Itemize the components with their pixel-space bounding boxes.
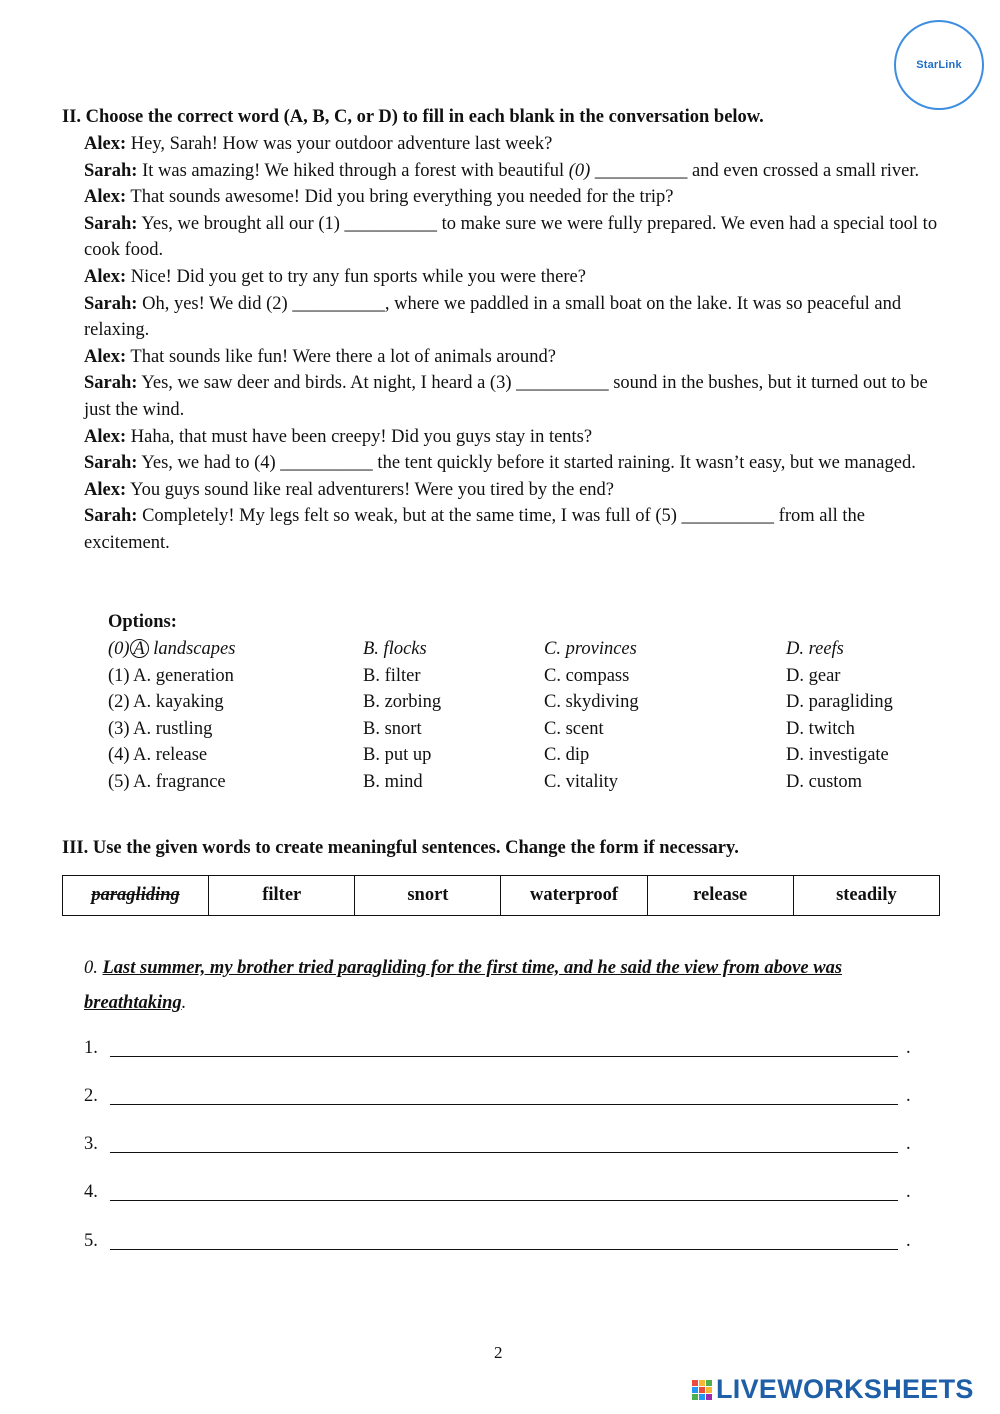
dialogue-line	[84, 158, 940, 185]
dialogue-text: Haha, that must have been creepy! Did you guys stay in tents?	[126, 426, 593, 447]
dialogue-line	[84, 211, 940, 264]
word-bank-item-used: paragliding	[63, 876, 209, 916]
dialogue-text: You guys sound like real adventurers! Were you tired by the end?	[126, 479, 614, 500]
example-answer: Last summer, my brother tried paragliding for the first time, and he said the view from above was breathtaking	[84, 958, 843, 1013]
dialogue-text: It was amazing! We hiked through a forest with beautiful	[137, 160, 569, 181]
speaker: Alex:	[84, 187, 127, 208]
dialogue-text: That sounds like fun! Were there a lot of animals around?	[126, 346, 557, 367]
option-d: D. investigate	[786, 745, 889, 765]
speaker: Sarah:	[84, 506, 138, 527]
option-b: B. snort	[363, 719, 422, 739]
option-c: C. vitality	[544, 772, 618, 792]
dialogue-text: Completely! My legs felt so weak, but at the same time, I was full of (5) __________ from all the excitement.	[84, 506, 865, 553]
speaker: Alex:	[84, 426, 127, 447]
circled-answer: A	[130, 639, 149, 658]
liveworksheets-logo	[692, 1374, 974, 1405]
dialogue-text: Hey, Sarah! How was your outdoor adventure last week?	[126, 134, 553, 154]
page-number: 2	[494, 1343, 503, 1362]
dialogue-line	[84, 503, 940, 556]
option-b: B. mind	[363, 772, 423, 792]
option-b: B. put up	[363, 745, 432, 765]
dialogue-line	[84, 264, 940, 291]
answer-blank[interactable]	[110, 1152, 898, 1153]
option-row	[108, 692, 928, 718]
starlink-logo	[894, 20, 984, 110]
dialogue-text: Yes, we brought all our (1) __________ to make sure we were fully prepared. We even had a special tool to cook food.	[84, 213, 938, 261]
option-row	[108, 745, 928, 771]
dialogue-line	[84, 184, 940, 211]
word-bank-item: waterproof	[501, 876, 647, 916]
dialogue-text: Nice! Did you get to try any fun sports while you were there?	[126, 266, 586, 287]
answer-line-4[interactable]: 4. .	[84, 1182, 911, 1202]
option-c: C. scent	[544, 719, 604, 739]
answer-blank[interactable]	[110, 1056, 898, 1057]
example-sentence: 0. Last summer, my brother tried paragliding for the first time, and he said the view from above was breathtaking.	[84, 958, 843, 1013]
dialogue-line	[84, 424, 940, 451]
conversation	[84, 131, 940, 557]
option-a: (2) A. kayaking	[108, 692, 224, 712]
options-title: Options:	[108, 612, 177, 632]
speaker: Alex:	[84, 346, 127, 367]
liveworksheets-icon	[692, 1380, 712, 1400]
speaker: Alex:	[84, 266, 127, 287]
answer-number: 4.	[84, 1182, 98, 1202]
answer-number: 5.	[84, 1231, 98, 1251]
word-bank	[62, 875, 940, 916]
option-row	[108, 719, 928, 745]
dialogue-line	[84, 450, 940, 477]
liveworksheets-text: LIVEWORKSHEETS	[716, 1374, 974, 1404]
option-a: (4) A. release	[108, 745, 208, 765]
answer-line-2[interactable]: 2. .	[84, 1086, 911, 1106]
example-number: 0.	[84, 958, 98, 978]
speaker: Sarah:	[84, 373, 138, 394]
option-d: D. custom	[786, 772, 863, 792]
option-a: (5) A. fragrance	[108, 772, 226, 792]
option-b: B. zorbing	[363, 692, 442, 712]
dialogue-text: Yes, we had to (4) __________ the tent quickly before it started raining. It wasn’t easy, but we managed.	[137, 453, 916, 474]
speaker: Sarah:	[84, 453, 138, 474]
option-row	[108, 772, 928, 798]
option-c: C. provinces	[544, 639, 637, 659]
option-row	[108, 666, 928, 692]
option-b: B. filter	[363, 666, 421, 686]
option-a: (1) A. generation	[108, 666, 234, 686]
speaker: Sarah:	[84, 160, 138, 181]
option-row-example	[108, 639, 928, 665]
dialogue-line	[84, 344, 940, 371]
blank-label: (0)	[568, 160, 591, 181]
word-bank-item: filter	[209, 876, 355, 916]
section-2-title: II. Choose the correct word (A, B, C, or D) to fill in each blank in the conversation below.	[62, 107, 764, 127]
dialogue-line	[84, 477, 940, 504]
option-c: C. dip	[544, 745, 590, 765]
speaker: Sarah:	[84, 293, 138, 314]
dialogue-line	[84, 131, 940, 158]
dialogue-text: Oh, yes! We did (2) __________, where we paddled in a small boat on the lake. It was so peaceful and relaxing.	[84, 293, 902, 341]
dialogue-text: Yes, we saw deer and birds. At night, I heard a (3) __________ sound in the bushes, but it turned out to be just the wind.	[84, 373, 928, 420]
option-a: (3) A. rustling	[108, 719, 213, 739]
option-b: B. flocks	[363, 639, 427, 659]
word-bank-item: snort	[355, 876, 501, 916]
dialogue-line	[84, 291, 940, 344]
answer-number: 3.	[84, 1134, 98, 1154]
word-bank-item: release	[647, 876, 793, 916]
answer-number: 2.	[84, 1086, 98, 1106]
option-a: (0) A landscapes	[108, 639, 236, 659]
speaker: Sarah:	[84, 213, 138, 234]
dialogue-text-rest: __________ and even crossed a small river.	[590, 160, 920, 181]
logo-text: StarLink	[916, 59, 962, 71]
option-d: D. gear	[786, 666, 841, 686]
option-d: D. twitch	[786, 719, 855, 739]
answer-line-5[interactable]: 5. .	[84, 1231, 911, 1251]
section-3-title: III. Use the given words to create meaningful sentences. Change the form if necessary.	[62, 838, 739, 858]
answer-line-3[interactable]: 3. .	[84, 1134, 911, 1154]
answer-blank[interactable]	[110, 1200, 898, 1201]
option-c: C. skydiving	[544, 692, 639, 712]
answer-blank[interactable]	[110, 1249, 898, 1250]
answer-line-1[interactable]: 1. .	[84, 1038, 911, 1058]
dialogue-text: That sounds awesome! Did you bring everything you needed for the trip?	[126, 187, 674, 208]
answer-number: 1.	[84, 1038, 98, 1058]
speaker: Alex:	[84, 479, 127, 500]
dialogue-line	[84, 370, 940, 423]
option-c: C. compass	[544, 666, 630, 686]
speaker: Alex:	[84, 134, 127, 154]
answer-blank[interactable]	[110, 1104, 898, 1105]
option-d: D. reefs	[786, 639, 844, 659]
word-bank-item: steadily	[793, 876, 939, 916]
option-d: D. paragliding	[786, 692, 893, 712]
